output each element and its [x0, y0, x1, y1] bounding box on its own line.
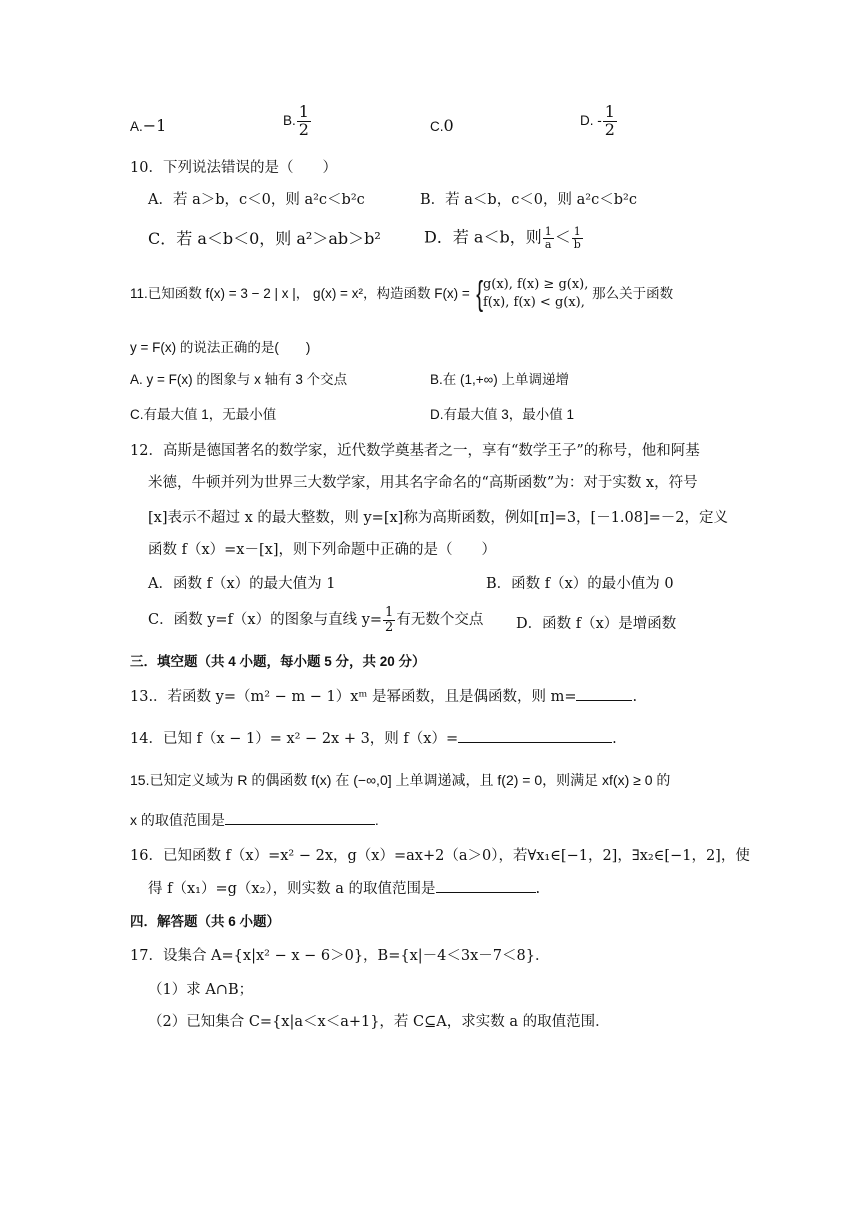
q9-option-d: [580, 104, 618, 139]
q10-d-frac-1-den: a: [544, 237, 552, 251]
q10-d-prefix: D．若 a＜b，则: [424, 227, 542, 247]
q11-stem-c: y = F(x) 的说法正确的是( ): [130, 340, 311, 355]
q15-line-2-text: x 的取值范围是: [130, 812, 225, 828]
q11-piecewise-brace: {: [475, 275, 483, 314]
q11-option-a: A. y = F(x) 的图象与 x 轴有 3 个交点: [130, 372, 348, 387]
q17-part-2: （2）已知集合 C={x|a＜x＜a+1}，若 C⊆A，求实数 a 的取值范围．: [148, 1014, 610, 1030]
q12-c-numerator: 1: [385, 605, 394, 620]
q10-option-a: A．若 a＞b，c＜0，则 a²c＜b²c: [148, 192, 365, 208]
q9-option-c-value: 0: [443, 116, 454, 135]
section-4-heading: 四．解答题（共 6 小题）: [130, 914, 281, 929]
q10-d-frac-1-num: 1: [544, 225, 552, 238]
q9-b-denominator: 2: [298, 119, 309, 139]
q13-text: 13.．若函数 y=（m² − m − 1）xᵐ 是幂函数，且是偶函数，则 m=: [130, 689, 577, 705]
q9-option-b-label: B.: [283, 112, 296, 128]
q10-d-frac-1: [543, 226, 554, 250]
q11-stem-a: 11.已知函数 f(x) = 3 − 2 | x |， g(x) = x²，构造函数 F(x) =: [130, 286, 470, 301]
q15-line-2: [130, 810, 379, 830]
q9-option-d-fraction: [603, 104, 617, 139]
q11-stem-b: 那么关于函数: [592, 286, 674, 301]
q9-option-b-fraction: [297, 104, 311, 139]
q9-option-c-label: C.: [430, 119, 444, 134]
section-3-heading: 三．填空题（共 4 小题，每小题 5 分，共 20 分）: [130, 654, 426, 669]
q11-stem-first-line: [130, 276, 673, 312]
q11-option-b: B.在 (1,+∞) 上单调递增: [430, 372, 570, 387]
q14-answer-blank[interactable]: [458, 728, 612, 743]
q9-option-a: [130, 116, 166, 137]
q10-stem: 10．下列说法错误的是（ ）: [130, 160, 337, 176]
q15-end: .: [374, 812, 379, 828]
q15-answer-blank[interactable]: [225, 810, 375, 825]
q14: [130, 728, 617, 749]
q12-c-prefix: C．函数 y=f（x）的图象与直线 y=: [148, 612, 383, 629]
q16-line-2: [148, 878, 540, 899]
q12-option-b: B．函数 f（x）的最小值为 0: [486, 576, 674, 592]
q9-option-a-label: A.: [130, 119, 143, 134]
q11-option-d: D.有最大值 3，最小值 1: [430, 407, 575, 422]
q17-part-1: （1）求 A∩B；: [148, 982, 254, 998]
q10-d-frac-2-den: b: [573, 237, 581, 251]
q9-option-d-label: D. -: [580, 112, 602, 128]
q12-option-a: A．函数 f（x）的最大值为 1: [148, 576, 336, 592]
q11-case-2: f(x), f(x) < g(x),: [482, 295, 585, 311]
q11-case-1: g(x), f(x) ≥ g(x),: [482, 277, 589, 293]
q13-end: .: [632, 689, 638, 705]
q11-option-c: C.有最大值 1，无最小值: [130, 407, 277, 422]
q12-line-4: 函数 f（x）=x－[x]，则下列命题中正确的是（ ）: [148, 542, 496, 558]
q15-line-1: 15.已知定义域为 R 的偶函数 f(x) 在 (−∞,0] 上单调递减，且 f(2) = 0，则满足 xf(x) ≥ 0 的: [130, 772, 671, 788]
q14-text: 14．已知 f（x − 1）= x² − 2x + 3，则 f（x）=: [130, 731, 459, 747]
q12-line-2: 米德，牛顿并列为世界三大数学家，用其名字命名的“高斯函数”为：对于实数 x，符号: [148, 475, 698, 491]
q9-option-a-value: −1: [142, 116, 167, 135]
q10-option-c: C．若 a＜b＜0，则 a²＞ab＞b²: [148, 229, 381, 248]
q9-b-numerator: 1: [298, 102, 309, 121]
q13: [130, 686, 637, 707]
q14-end: .: [612, 731, 617, 747]
q9-option-b: [283, 104, 312, 139]
q12-option-c: [148, 606, 483, 634]
q16-end: .: [535, 881, 541, 897]
q12-option-d: D．函数 f（x）是增函数: [516, 616, 677, 632]
q9-option-c: [430, 116, 454, 137]
q10-option-d: [424, 226, 584, 250]
q12-c-denominator: 2: [385, 619, 394, 635]
q17-stem: 17．设集合 A={x|x² − x − 6＞0}，B={x|－4＜3x－7＜8}．: [130, 948, 550, 964]
q16-line-2-text: 得 f（x₁）=g（x₂），则实数 a 的取值范围是: [148, 881, 436, 897]
q10-d-frac-2: [572, 226, 583, 250]
q12-line-1: 12．高斯是德国著名的数学家，近代数学奠基者之一，享有“数学王子”的称号，他和阿基: [130, 443, 700, 459]
q9-d-denominator: 2: [604, 119, 615, 139]
q12-line-3: [x]表示不超过 x 的最大整数，则 y=[x]称为高斯函数，例如[π]=3，[－1.08]=－2，定义: [148, 510, 729, 526]
q16-answer-blank[interactable]: [436, 878, 536, 893]
q10-option-b: B．若 a＜b，c＜0，则 a²c＜b²c: [420, 192, 637, 208]
q10-d-frac-2-num: 1: [572, 226, 583, 239]
q12-c-suffix: 有无数个交点: [396, 612, 484, 629]
q12-c-fraction: [383, 606, 395, 634]
q13-answer-blank[interactable]: [576, 686, 632, 701]
q11-piecewise-cases: [483, 276, 588, 312]
q10-d-less-than: ＜: [554, 227, 571, 247]
q9-d-numerator: 1: [604, 102, 615, 121]
q16-line-1: 16．已知函数 f（x）=x² − 2x，g（x）=ax+2（a＞0），若∀x₁∈[−1，2]，∃x₂∈[−1，2]，使: [130, 848, 750, 864]
